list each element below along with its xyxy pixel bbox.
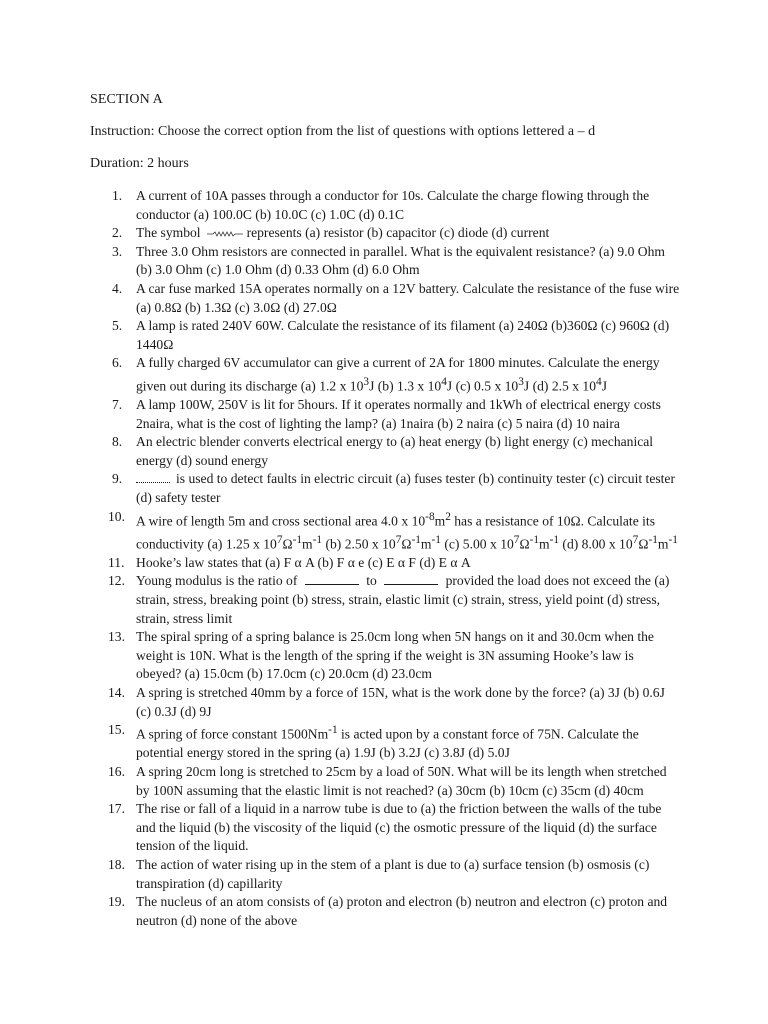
question-number: 6. bbox=[112, 355, 123, 371]
question-list bbox=[90, 187, 680, 930]
question-text: A lamp is rated 240V 60W. Calculate the resistance of its filament (a) 240Ω (b)360Ω (c) 960Ω (d) 1440Ω bbox=[136, 318, 670, 352]
question-item bbox=[90, 763, 680, 800]
question-text: Young modulus is the ratio of to provided the load does not exceed the (a) strain, stress, breaking point (b) stress, strain, elastic limit (c) strain, stress, yield point (d) stress, strain, stress limit bbox=[136, 573, 670, 626]
question-number: 10. bbox=[108, 508, 125, 524]
question-number: 5. bbox=[112, 318, 123, 334]
question-item bbox=[90, 433, 680, 470]
question-item bbox=[90, 893, 680, 930]
answer-blank bbox=[305, 572, 359, 585]
question-number: 16. bbox=[108, 763, 125, 779]
resistor-squiggle-icon bbox=[207, 229, 243, 239]
question-text: The nucleus of an atom consists of (a) proton and electron (b) neutron and electron (c) proton and neutron (d) none of the above bbox=[136, 894, 668, 928]
question-text: The spiral spring of a spring balance is 25.0cm long when 5N hangs on it and 30.0cm when the weight is 10N. What is the length of the spring if the weight is 3N assuming Hooke’s law is obeyed? (a) 15.0cm (b) 17.0cm (c) 20.0cm (d) 23.0cm bbox=[136, 629, 654, 682]
question-number: 9. bbox=[112, 471, 123, 487]
question-item bbox=[90, 856, 680, 893]
question-text: A fully charged 6V accumulator can give a current of 2A for 1800 minutes. Calculate the energy given out during its discharge (a) 1.2 x $10^3J$ (b) 1.3 x $10^4J$ (c) 0.5 x $10^3J$ (d) 2.5 x $10^4J$ bbox=[136, 355, 660, 394]
question-text: Three 3.0 Ohm resistors are connected in parallel. What is the equivalent resistance? (a) 9.0 Ohm (b) 3.0 Ohm (c) 1.0 Ohm (d) 0.33 Ohm (d) 6.0 Ohm bbox=[136, 243, 665, 278]
question-number: 11. bbox=[108, 554, 125, 570]
question-text: A spring of force constant $1500Nm^{-1}$ is acted upon by a constant force of 75N. Calculate the potential energy stored in the spring (a) 1.9J (b) 3.2J (c) 3.8J (d) 5.0J bbox=[136, 724, 639, 761]
question-text: Hooke’s law states that (a) F α A (b) F α e (c) E α F (d) E α A bbox=[136, 554, 471, 570]
question-item bbox=[90, 508, 680, 554]
question-text: is used to detect faults in electric circuit (a) fuses tester (b) continuity tester (c) circuit tester (d) safety tester bbox=[136, 471, 675, 506]
question-text: The symbol represents (a) resistor (b) capacitor (c) diode (d) current bbox=[136, 225, 550, 241]
section-title: SECTION A bbox=[90, 92, 163, 107]
question-number: 17. bbox=[108, 801, 125, 817]
question-item bbox=[90, 470, 680, 507]
question-number: 18. bbox=[108, 856, 125, 872]
question-item bbox=[90, 684, 680, 721]
question-text: A spring is stretched 40mm by a force of 15N, what is the work done by the force? (a) 3J (b) 0.6J (c) 0.3J (d) 9J bbox=[136, 685, 665, 719]
question-item bbox=[90, 187, 680, 224]
question-item bbox=[90, 396, 680, 433]
question-number: 1. bbox=[112, 188, 123, 203]
question-text: A car fuse marked 15A operates normally on a 12V battery. Calculate the resistance of the fuse wire (a) 0.8Ω (b) 1.3Ω (c) 3.0Ω (d) 27.0Ω bbox=[136, 280, 680, 315]
question-item bbox=[90, 224, 680, 243]
question-item bbox=[90, 317, 680, 354]
question-item bbox=[90, 800, 680, 856]
question-text: The action of water rising up in the stem of a plant is due to (a) surface tension (b) osmosis (c) transpiration (d) capillarity bbox=[136, 856, 650, 891]
question-text: A spring 20cm long is stretched to 25cm by a load of 50N. What will be its length when stretched by 100N assuming that the elastic limit is not reached? (a) 30cm (b) 10cm (c) 35cm (d) 40cm bbox=[136, 763, 667, 798]
question-text: The rise or fall of a liquid in a narrow tube is due to (a) the friction between the walls of the tube and the liquid (b) the viscosity of the liquid (c) the osmotic pressure of the liquid (d) the surface tension of the liquid. bbox=[136, 801, 662, 854]
answer-blank bbox=[384, 572, 438, 585]
question-item bbox=[90, 628, 680, 684]
question-item bbox=[90, 572, 680, 628]
question-number: 4. bbox=[112, 280, 123, 296]
question-item bbox=[90, 243, 680, 280]
instruction-text: Instruction: Choose the correct option from the list of questions with options lettered a – d bbox=[90, 124, 596, 139]
question-number: 19. bbox=[108, 894, 125, 910]
answer-blank bbox=[136, 470, 170, 483]
question-number: 13. bbox=[108, 629, 125, 645]
question-item bbox=[90, 554, 680, 573]
question-number: 3. bbox=[112, 243, 123, 259]
question-number: 7. bbox=[112, 397, 123, 413]
question-item bbox=[90, 354, 680, 396]
question-text: A wire of length 5m and cross sectional area 4.0 x $10^{-8}m^2$ has a resistance of 10Ω. Calculate its conductivity (a) 1.25 x $10^7\Omega^{-1}m^{-1}$ (b) 2.50 x $10^7\Omega^{-1}m^{-1}$ (c) 5.00 x $10^7\Omega^{-1}m^{-1}$ (d) 8.00 x $10^7\Omega^{-1}m^{-1}$ bbox=[136, 510, 678, 552]
question-number: 2. bbox=[112, 225, 123, 241]
question-number: 12. bbox=[108, 573, 125, 589]
question-text: An electric blender converts electrical energy to (a) heat energy (b) light energy (c) mechanical energy (d) sound energy bbox=[136, 434, 654, 468]
duration-text: Duration: 2 hours bbox=[90, 156, 189, 171]
question-item bbox=[90, 721, 680, 763]
question-text: A lamp 100W, 250V is lit for 5hours. If it operates normally and 1kWh of electrical energy costs 2naira, what is the cost of lighting the lamp? (a) 1naira (b) 2 naira (c) 5 naira (d) 10 naira bbox=[136, 397, 661, 431]
question-item bbox=[90, 280, 680, 317]
question-number: 8. bbox=[112, 434, 123, 450]
question-number: 15. bbox=[108, 722, 125, 738]
question-number: 14. bbox=[108, 685, 125, 701]
question-text: A current of 10A passes through a conductor for 10s. Calculate the charge flowing through the conductor (a) 100.0C (b) 10.0C (c) 1.0C (d) 0.1C bbox=[136, 188, 650, 222]
